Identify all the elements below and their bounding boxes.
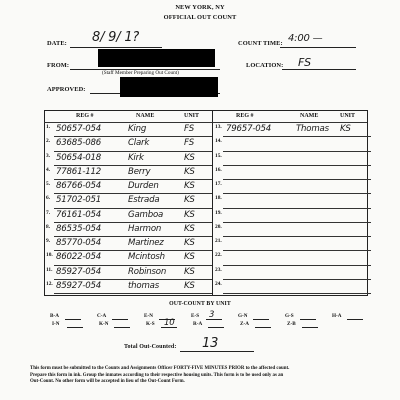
left-header-reg: REG #	[76, 113, 94, 119]
table-row-line	[223, 193, 371, 194]
table-row-number: 16.	[215, 166, 222, 173]
footer-line-2: Prepare this form in ink. Group the inmates according to their respective housing units. This form is to be used only as an	[30, 372, 284, 378]
table-cell-name: Thomas	[296, 124, 329, 134]
table-row-line	[54, 165, 212, 166]
table-cell-name: Martinez	[128, 238, 164, 248]
table-cell-name: King	[128, 124, 147, 134]
table-row-number: 18.	[215, 195, 222, 202]
right-header-name: NAME	[300, 113, 319, 119]
out-count-unit-label: Z-B	[287, 321, 296, 327]
total-underline	[180, 351, 254, 352]
table-cell-reg: 50654-018	[56, 152, 102, 163]
table-cell-reg: 85927-054	[56, 266, 102, 277]
table-cell-name: Kirk	[128, 152, 144, 163]
out-count-unit-label: K-S	[146, 321, 155, 327]
table-header-line	[44, 122, 367, 123]
table-row-number: 3.	[46, 152, 51, 159]
count-time-label: COUNT TIME:	[238, 40, 283, 47]
out-count-unit-label: Z-A	[240, 321, 249, 327]
out-count-unit-label: I-N	[52, 321, 60, 327]
form-title: OFFICIAL OUT COUNT	[163, 14, 237, 21]
out-count-unit-label: C-A	[97, 313, 107, 319]
location-underline	[282, 69, 356, 70]
left-header-name: NAME	[136, 113, 155, 119]
table-cell-reg: 63685-086	[56, 138, 102, 149]
out-count-unit-line	[208, 327, 224, 328]
table-cell-unit: FS	[184, 138, 194, 149]
table-cell-unit: KS	[184, 166, 195, 177]
from-label: FROM:	[47, 62, 70, 69]
out-count-unit-line	[112, 319, 128, 320]
table-cell-reg: 51702-051	[56, 195, 102, 206]
table-row-line	[54, 265, 212, 266]
out-count-unit-line	[302, 327, 318, 328]
out-count-unit-label: H-A	[332, 313, 342, 319]
out-count-unit-label: E-N	[144, 313, 153, 319]
table-row-line	[54, 193, 212, 194]
table-cell-reg: 79657-054	[226, 124, 272, 134]
date-label: DATE:	[47, 40, 67, 47]
footer-line-3: Out-Count. No other form will be accepted in lieu of the Out-Count Form.	[30, 379, 185, 384]
table-row-line	[223, 250, 371, 251]
table-row-line	[223, 136, 371, 137]
table-row-line	[54, 208, 212, 209]
date-value: 8/ 9/ 1?	[92, 30, 140, 45]
right-header-unit: UNIT	[340, 113, 356, 119]
table-cell-name: Berry	[128, 166, 151, 177]
out-count-unit-label: B-A	[50, 313, 59, 319]
table-center-divider	[212, 110, 213, 295]
table-row-line	[54, 222, 212, 223]
table-cell-unit: KS	[184, 266, 195, 277]
table-cell-name: Durden	[128, 181, 159, 191]
table-cell-name: thomas	[128, 280, 159, 291]
redaction-from	[98, 49, 215, 67]
table-row-line	[54, 136, 212, 137]
out-count-unit-line	[300, 319, 316, 320]
table-row-number: 13.	[215, 124, 222, 130]
table-row-line	[223, 236, 371, 237]
out-count-unit-label: R-A	[193, 321, 203, 327]
out-count-unit-line	[67, 327, 83, 328]
table-cell-unit: KS	[184, 223, 195, 234]
out-count-unit-value: 10	[164, 318, 175, 328]
table-row-line	[223, 279, 371, 280]
table-row-number: 14.	[215, 138, 222, 145]
table-row-number: 22.	[215, 252, 222, 259]
table-cell-reg: 86766-054	[56, 181, 102, 191]
table-row-number: 4.	[46, 166, 51, 173]
table-row-line	[54, 293, 212, 294]
table-cell-unit: KS	[184, 152, 195, 163]
left-header-unit: UNIT	[184, 113, 200, 119]
out-count-title: OUT-COUNT BY UNIT	[169, 301, 231, 307]
out-count-unit-value: 3	[209, 310, 215, 320]
out-count-unit-line	[347, 319, 363, 320]
table-row-number: 17.	[215, 181, 222, 187]
header-city: NEW YORK, NY	[175, 4, 225, 11]
out-count-unit-line	[255, 327, 271, 328]
out-count-unit-line	[114, 327, 130, 328]
location-value: FS	[298, 56, 311, 69]
table-cell-unit: KS	[184, 209, 195, 220]
table-row-number: 6.	[46, 195, 51, 202]
table-cell-name: Robinson	[128, 266, 167, 277]
table-row-number: 12.	[46, 280, 53, 287]
table-row-line	[54, 250, 212, 251]
table-row-number: 20.	[215, 223, 222, 230]
table-row-number: 21.	[215, 238, 222, 244]
table-row-line	[54, 179, 212, 180]
footer-line-1: This form must be submitted to the Counts and Assignments Officer FORTY-FIVE MINUTES PRIOR to the affected count.	[30, 366, 290, 371]
table-cell-unit: KS	[184, 238, 195, 248]
table-cell-unit: KS	[184, 280, 195, 291]
table-row-number: 2.	[46, 138, 51, 145]
table-row-line	[223, 165, 371, 166]
table-cell-name: Mcintosh	[128, 252, 165, 263]
redaction-approved	[120, 77, 218, 97]
out-count-unit-line	[65, 319, 81, 320]
table-cell-name: Clark	[128, 138, 150, 149]
table-cell-unit: KS	[184, 195, 195, 206]
count-time-value: 4:00 —	[288, 33, 323, 44]
out-count-unit-label: K-N	[99, 321, 109, 327]
table-row-number: 23.	[215, 266, 222, 273]
table-row-line	[223, 265, 371, 266]
table-row-number: 5.	[46, 181, 51, 187]
table-row-number: 15.	[215, 152, 222, 159]
out-count-unit-label: G-N	[238, 313, 248, 319]
table-cell-reg: 85770-054	[56, 238, 102, 248]
total-label: Total Out-Counted:	[124, 344, 177, 350]
table-row-number: 8.	[46, 223, 51, 230]
date-underline	[70, 47, 162, 48]
table-cell-reg: 77861-112	[56, 166, 102, 177]
table-row-number: 7.	[46, 209, 51, 216]
table-row-line	[223, 208, 371, 209]
table-cell-name: Harmon	[128, 223, 162, 234]
table-cell-reg: 76161-054	[56, 209, 102, 220]
table-row-line	[54, 151, 212, 152]
table-row-line	[223, 222, 371, 223]
table-row-number: 9.	[46, 238, 51, 244]
table-cell-reg: 86535-054	[56, 223, 102, 234]
table-row-number: 11.	[46, 266, 53, 273]
table-row-number: 10.	[46, 252, 53, 259]
count-time-underline	[280, 47, 356, 48]
table-row-number: 24.	[215, 280, 222, 287]
table-cell-name: Gamboa	[128, 209, 164, 220]
table-cell-name: Estrada	[128, 195, 160, 206]
table-cell-unit: FS	[184, 124, 194, 134]
out-count-unit-label: E-S	[191, 313, 200, 319]
table-row-line	[54, 236, 212, 237]
table-row-line	[223, 293, 371, 294]
table-row-number: 19.	[215, 209, 222, 216]
from-note: (Staff Member Preparing Out Count)	[102, 70, 179, 76]
total-value: 13	[202, 336, 219, 351]
table-row-line	[54, 279, 212, 280]
approved-label: APPROVED:	[47, 86, 86, 93]
table-row-line	[223, 151, 371, 152]
right-header-reg: REG #	[236, 113, 254, 119]
table-cell-unit: KS	[184, 252, 195, 263]
table-cell-reg: 50657-054	[56, 124, 102, 134]
out-count-unit-label: G-S	[285, 313, 294, 319]
table-cell-reg: 86022-054	[56, 252, 102, 263]
table-row-number: 1.	[46, 124, 51, 130]
table-cell-unit: KS	[184, 181, 195, 191]
table-cell-unit: KS	[340, 124, 351, 134]
table-cell-reg: 85927-054	[56, 280, 102, 291]
location-label: LOCATION:	[246, 62, 284, 69]
out-count-unit-line	[253, 319, 269, 320]
table-row-line	[223, 179, 371, 180]
